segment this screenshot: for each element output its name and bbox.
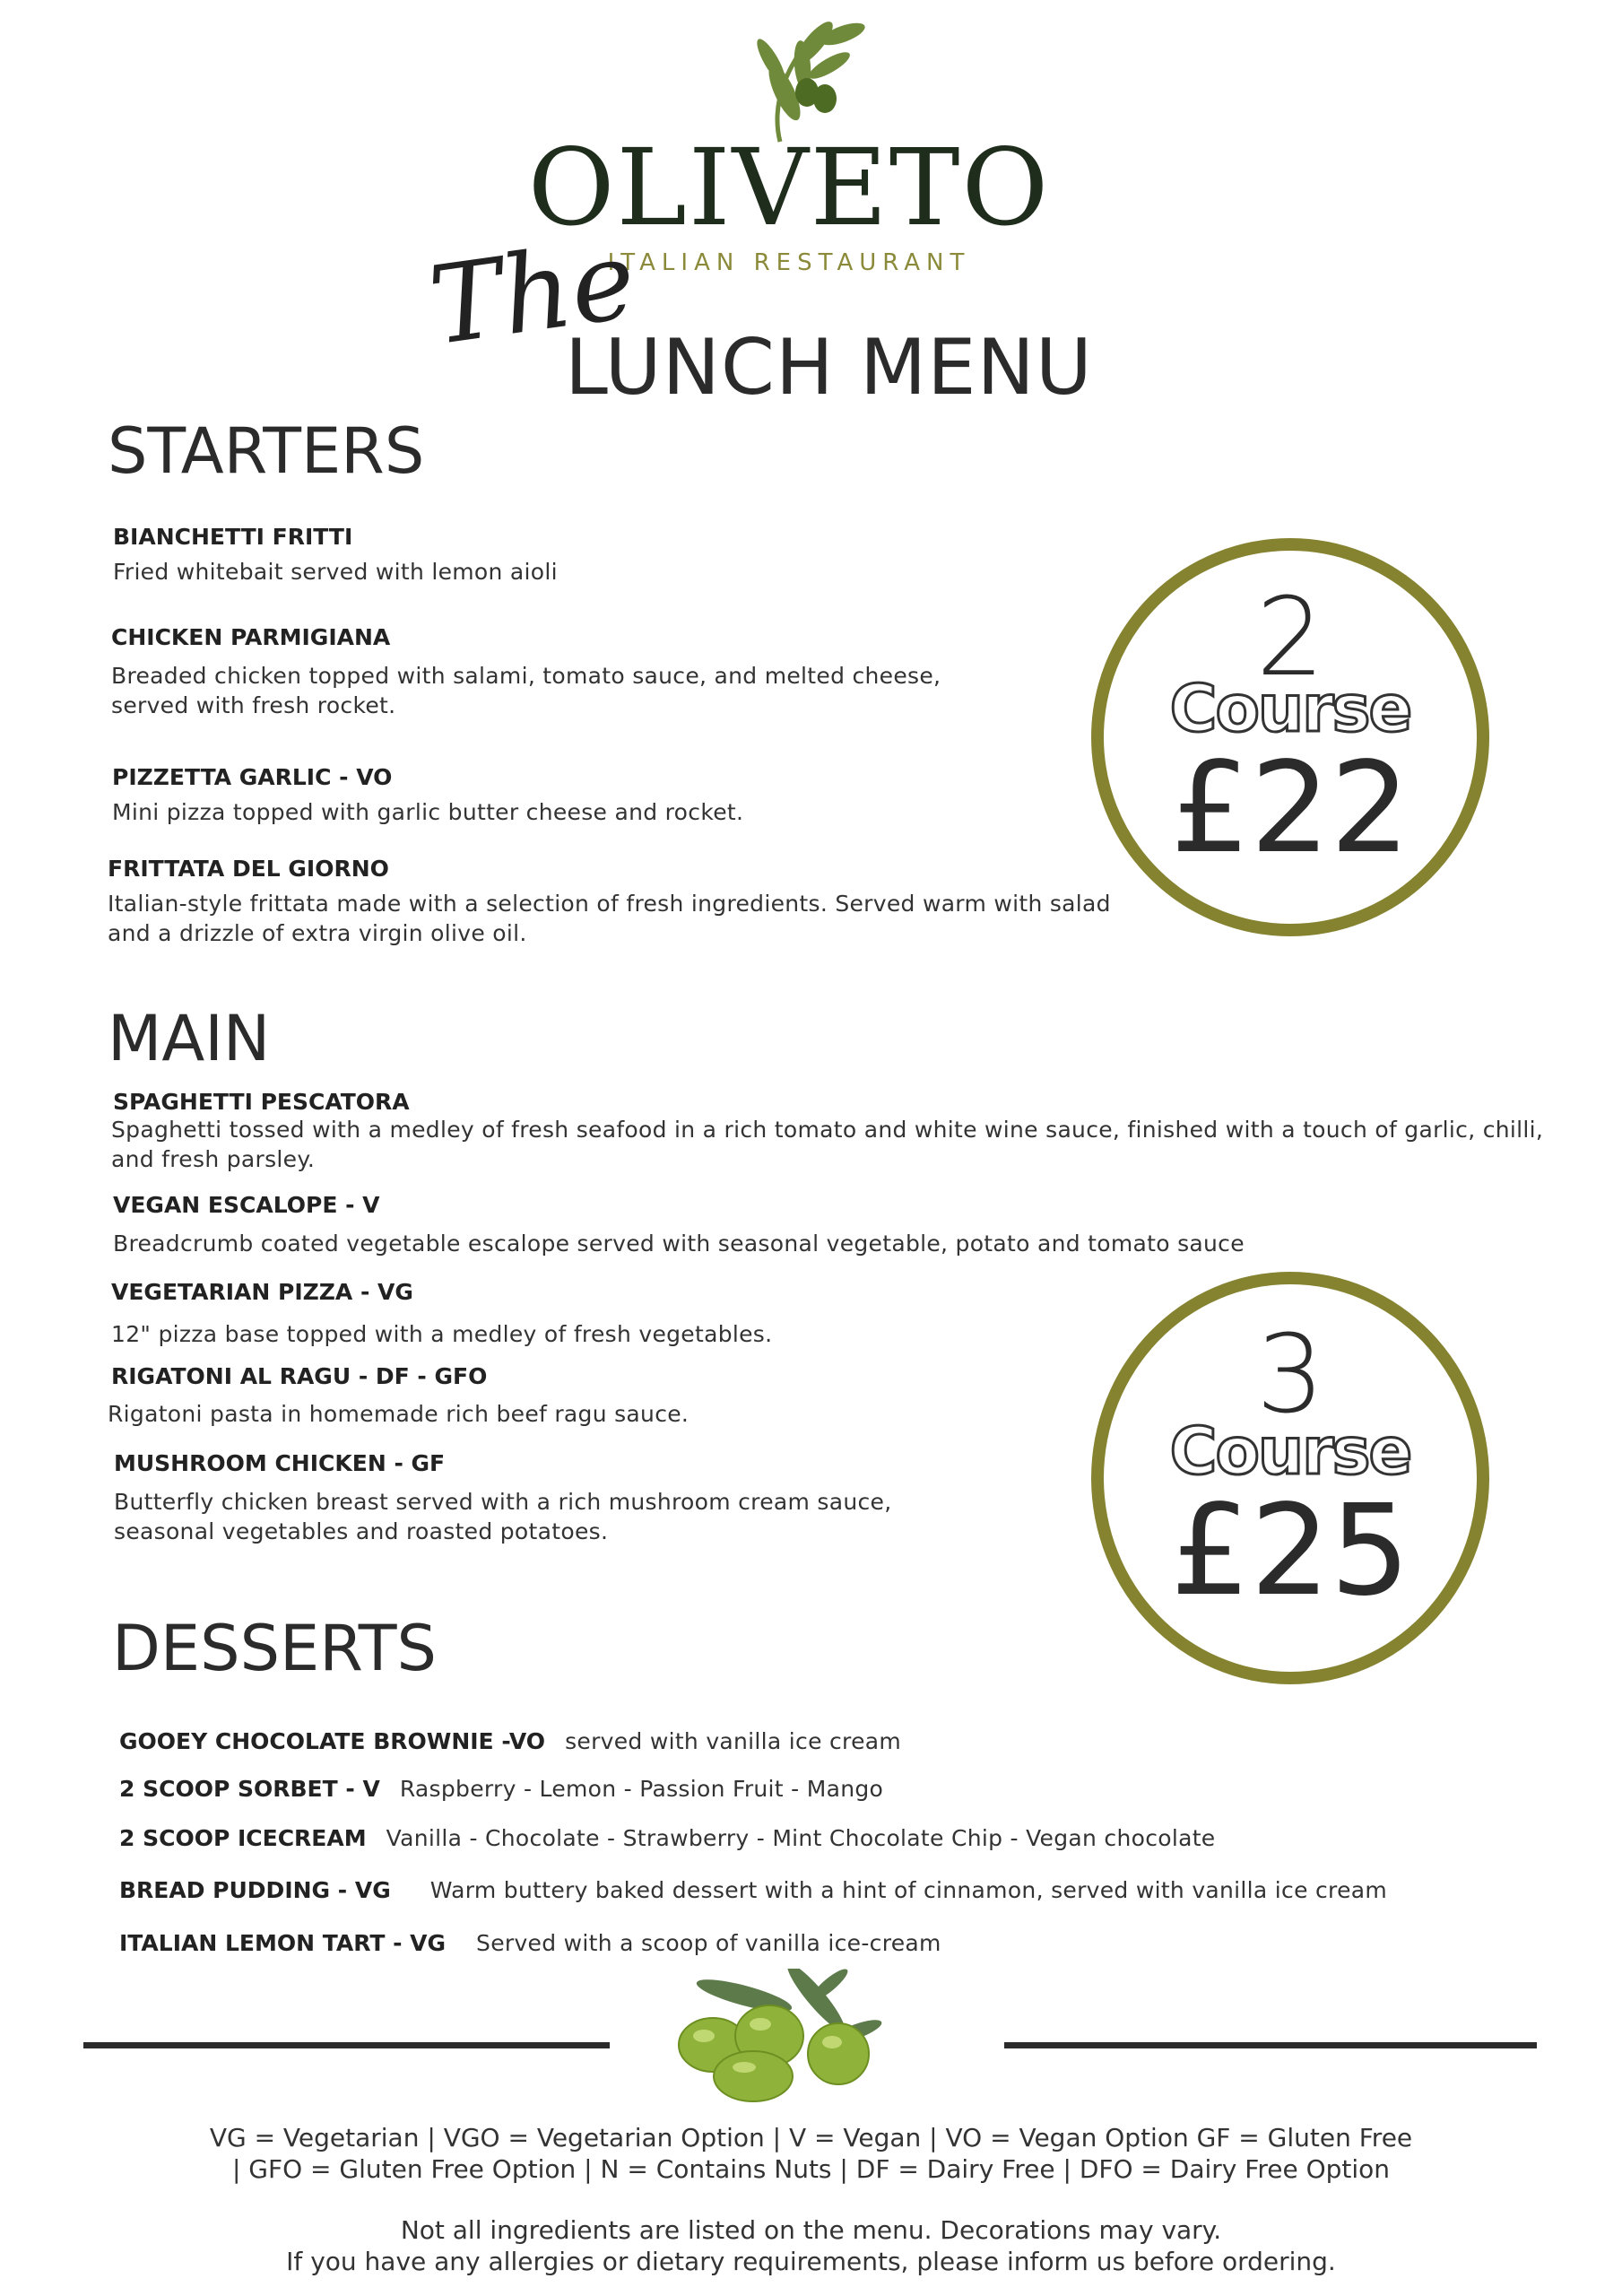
item-name: PIZZETTA GARLIC - VO (112, 764, 393, 790)
menu-item (119, 1774, 883, 1804)
divider-right (1004, 2042, 1537, 2048)
brand-name: OLIVETO (527, 126, 1051, 249)
item-name: GOOEY CHOCOLATE BROWNIE -VO (119, 1728, 546, 1754)
menu-item (112, 763, 1054, 827)
dietary-legend-line-2: | GFO = Gluten Free Option | N = Contains Nuts | DF = Dairy Free | DFO = Dairy Free Option (231, 2154, 1391, 2184)
item-description: Fried whitebait served with lemon aioli (113, 559, 558, 585)
price-amount: £25 (1170, 1478, 1410, 1624)
item-description: Served with a scoop of vanilla ice-cream (476, 1930, 941, 1956)
menu-item (119, 1823, 1215, 1853)
item-description: Butterfly chicken breast served with a rich mushroom cream sauce, seasonal vegetables and roasted potatoes. (114, 1489, 892, 1544)
menu-item (114, 1449, 975, 1546)
item-name: BREAD PUDDING - VG (119, 1877, 391, 1903)
item-name: FRITTATA DEL GIORNO (108, 856, 389, 882)
price-course-count: 2 (1255, 576, 1325, 700)
menu-item (108, 855, 1112, 948)
page-title: LUNCH MENU (565, 323, 1093, 413)
item-description: served with vanilla ice cream (565, 1728, 902, 1754)
section-heading-main: MAIN (108, 1002, 271, 1075)
item-description: Mini pizza topped with garlic butter cheese and rocket. (112, 799, 744, 825)
menu-item (113, 1191, 1548, 1258)
brand-subtitle: ITALIAN RESTAURANT (607, 249, 971, 276)
price-course-label: Course (1169, 671, 1411, 746)
section-heading-starters: STARTERS (108, 414, 425, 488)
item-description: Raspberry - Lemon - Passion Fruit - Mango (399, 1776, 884, 1802)
item-name: MUSHROOM CHICKEN - GF (114, 1450, 446, 1476)
dietary-legend-line-1: VG = Vegetarian | VGO = Vegetarian Option | V = Vegan | VO = Vegan Option GF = Gluten Free (209, 2123, 1413, 2152)
item-description: Rigatoni pasta in homemade rich beef ragu sauce. (108, 1401, 690, 1427)
menu-item (111, 623, 1017, 720)
item-description: Breadcrumb coated vegetable escalope served with seasonal vegetable, potato and tomato sauce (113, 1231, 1245, 1257)
item-description: Warm buttery baked dessert with a hint of cinnamon, served with vanilla ice cream (429, 1877, 1388, 1903)
title-script: The (422, 217, 643, 370)
item-description: Italian-style frittata made with a selection of fresh ingredients. Served warm with salad and a drizzle of extra virgin olive oil. (108, 891, 1111, 946)
item-name: 2 SCOOP ICECREAM (119, 1825, 367, 1851)
item-description: Breaded chicken topped with salami, tomato sauce, and melted cheese, served with fresh rocket. (111, 663, 941, 718)
olive-cluster-icon (664, 1969, 915, 2103)
item-name: CHICKEN PARMIGIANA (111, 624, 391, 650)
item-name: BIANCHETTI FRITTI (113, 524, 353, 550)
item-description: Vanilla - Chocolate - Strawberry - Mint Chocolate Chip - Vegan chocolate (386, 1825, 1216, 1851)
price-course-label: Course (1169, 1413, 1411, 1489)
price-amount: £22 (1170, 735, 1410, 882)
menu-item (119, 1726, 901, 1756)
item-name: VEGAN ESCALOPE - V (113, 1192, 380, 1218)
menu-item (113, 1088, 410, 1117)
item-name: RIGATONI AL RAGU - DF - GFO (111, 1363, 488, 1389)
price-course-count: 3 (1255, 1313, 1325, 1438)
menu-item (119, 1875, 1387, 1905)
allergy-note-line-1: Not all ingredients are listed on the menu. Decorations may vary. (400, 2215, 1222, 2245)
section-heading-desserts: DESSERTS (112, 1612, 437, 1685)
menu-item (111, 1362, 487, 1391)
item-description: 12" pizza base topped with a medley of fresh vegetables. (111, 1321, 773, 1347)
menu-item (111, 1278, 1053, 1349)
item-description: Spaghetti tossed with a medley of fresh seafood in a rich tomato and white wine sauce, finished with a touch of garlic, chilli, and fresh parsley. (111, 1117, 1544, 1172)
item-name: ITALIAN LEMON TART - VG (119, 1930, 447, 1956)
item-name: 2 SCOOP SORBET - V (119, 1776, 380, 1802)
divider-left (83, 2042, 610, 2048)
item-name: SPAGHETTI PESCATORA (113, 1089, 410, 1115)
menu-item (119, 1928, 941, 1958)
allergy-note-line-2: If you have any allergies or dietary requirements, please inform us before ordering. (286, 2247, 1336, 2276)
item-name: VEGETARIAN PIZZA - VG (111, 1279, 413, 1305)
menu-item (113, 523, 1054, 587)
